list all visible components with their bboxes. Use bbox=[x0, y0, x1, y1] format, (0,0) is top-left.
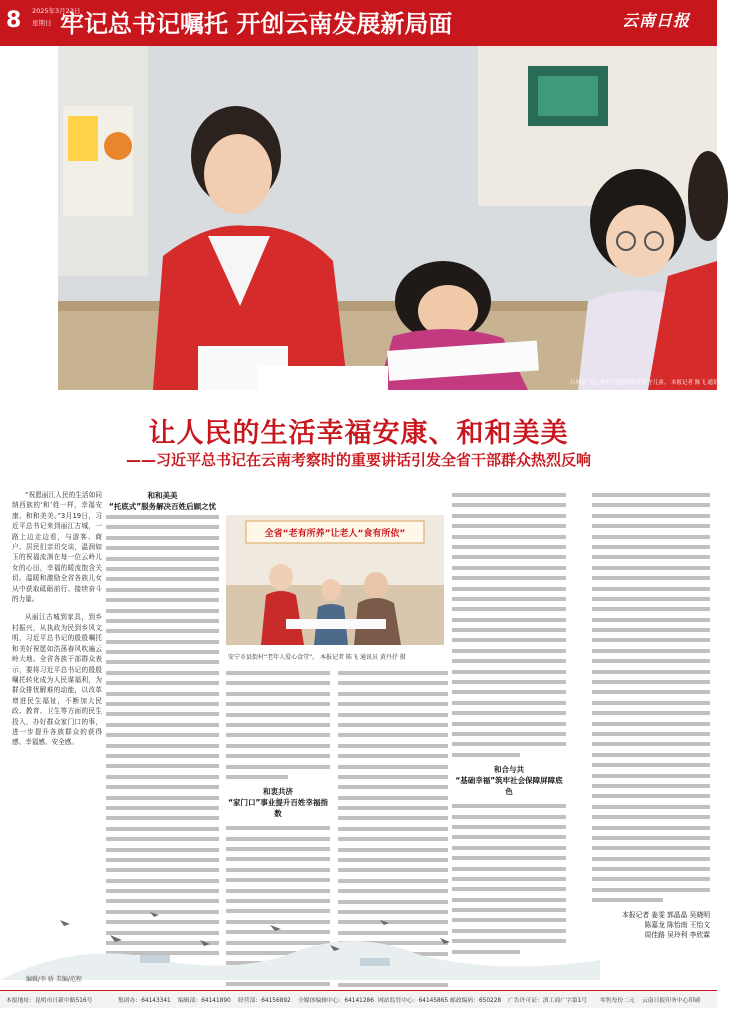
body-text-line bbox=[452, 832, 566, 842]
body-text-line bbox=[226, 834, 330, 844]
body-text-line bbox=[226, 844, 330, 854]
body-text-line bbox=[592, 552, 710, 562]
main-photo bbox=[58, 46, 717, 390]
body-text-line bbox=[226, 741, 330, 751]
body-text-line bbox=[592, 812, 710, 822]
body-text-line bbox=[106, 886, 219, 896]
body-text-line bbox=[106, 813, 219, 823]
body-text-line bbox=[452, 853, 566, 863]
body-text-line bbox=[592, 604, 710, 614]
page-number: 8 bbox=[6, 8, 22, 33]
body-text-line bbox=[452, 656, 566, 666]
body-text-line bbox=[226, 699, 330, 709]
body-text-line bbox=[592, 760, 710, 770]
footer-dept-5: 网站监管中心：64145865 bbox=[378, 998, 449, 1004]
body-text-line bbox=[592, 615, 710, 625]
body-text-line bbox=[106, 782, 219, 792]
body-text-line bbox=[592, 802, 710, 812]
body-text-line bbox=[106, 834, 219, 844]
body-text-line bbox=[226, 865, 330, 875]
body-text-line bbox=[592, 864, 710, 874]
body-text-line bbox=[592, 532, 710, 542]
body-text-line bbox=[106, 876, 219, 886]
article-intro-paragraph-2: 从丽江古城到家具，到乡村振兴，从执政为民到乡风文明，习近平总书记的殷殷嘱托和美好祝愿如浩荡春风吹遍云岭大地。全省各族干部群众表示，要将习近平总书记的殷殷嘱托转化成为人民谋福利，为群众排忧解难的动能，以改革增进民生福祉，不断加大民政、教育、卫生等方面的民生投入，办好群众家门口的事，进一步提升各族群众的获得感、幸福感、安全感。 bbox=[12, 613, 102, 747]
body-text-line bbox=[106, 616, 219, 626]
article-column-5 bbox=[452, 490, 566, 957]
crane-landscape-decoration bbox=[0, 900, 600, 980]
body-text-line bbox=[106, 751, 219, 761]
body-text-line bbox=[106, 855, 219, 865]
body-text-line bbox=[452, 729, 566, 739]
footer-dept-1: 集团办：64143341 bbox=[118, 998, 171, 1004]
page-banner-title: 牢记总书记嘱托 开创云南发展新局面 bbox=[60, 10, 453, 38]
body-text-line bbox=[226, 823, 330, 833]
article-column-1 bbox=[12, 490, 102, 748]
body-text-line bbox=[106, 793, 219, 803]
body-text-line bbox=[452, 687, 566, 697]
body-text-line bbox=[226, 762, 330, 772]
footer-dept-4: 全媒体编辑中心：64141286 bbox=[298, 998, 374, 1004]
body-text-line bbox=[592, 511, 710, 521]
body-text-line bbox=[338, 834, 448, 844]
footer-address: 本报地址：昆明市日新中路516号 bbox=[6, 998, 93, 1004]
body-text-line bbox=[452, 677, 566, 687]
column-3-body bbox=[226, 668, 330, 782]
body-text-line bbox=[106, 772, 219, 782]
body-text-line bbox=[452, 532, 566, 542]
body-text-line bbox=[592, 687, 710, 697]
body-text-line bbox=[592, 542, 710, 552]
body-text-line bbox=[592, 771, 710, 781]
body-text-line bbox=[338, 876, 448, 886]
body-text-line bbox=[592, 729, 710, 739]
body-text-line bbox=[106, 689, 219, 699]
footer-dept-2: 编辑部：64141890 bbox=[178, 998, 231, 1004]
body-text-line bbox=[226, 979, 330, 989]
body-text-line bbox=[226, 751, 330, 761]
main-photo-caption: 石林县“爱心妈妈”志愿者陪伴留守儿童。 本报记者 陈飞 通讯员 张建忙 摄 bbox=[570, 380, 749, 386]
main-photo-illustration bbox=[58, 46, 717, 390]
body-text-line bbox=[452, 843, 566, 853]
body-text-line bbox=[106, 678, 219, 688]
body-text-line bbox=[452, 750, 520, 760]
body-text-line bbox=[226, 875, 330, 885]
body-text-line bbox=[452, 542, 566, 552]
body-text-line bbox=[106, 657, 219, 667]
body-text-line bbox=[338, 855, 448, 865]
body-text-line bbox=[226, 689, 330, 699]
canteen-photo-caption: 安宁市县街村“老年人爱心食堂”。 本报记者 陈飞 通讯员 黄丹抒 摄 bbox=[228, 654, 406, 661]
body-text-line bbox=[226, 710, 330, 720]
body-text-line bbox=[106, 606, 219, 616]
body-text-line bbox=[106, 699, 219, 709]
body-text-line bbox=[338, 762, 448, 772]
body-text-line bbox=[592, 833, 710, 843]
article-subheadline: ——习近平总书记在云南考察时的重要讲话引发全省干部群众热烈反响 bbox=[125, 451, 591, 469]
body-text-line bbox=[452, 801, 566, 811]
body-text-line bbox=[452, 698, 566, 708]
body-text-line bbox=[338, 730, 448, 740]
body-text-line bbox=[106, 554, 219, 564]
body-text-line bbox=[452, 511, 566, 521]
footer-license: 广告许可证：滇工商广字第1号 bbox=[508, 998, 588, 1004]
article-byline bbox=[600, 910, 710, 940]
body-text-line bbox=[338, 824, 448, 834]
body-text-line bbox=[452, 604, 566, 614]
body-text-line bbox=[338, 813, 448, 823]
body-text-line bbox=[106, 709, 219, 719]
column-5-body bbox=[452, 490, 566, 760]
body-text-line bbox=[452, 646, 566, 656]
article-intro-paragraph: “祝愿丽江人民的生活如同纳西族的‘和’姓一样，幸福安康、和和美美。”3月19日，习近平总书记来到丽江古城，一路上边走边看，与游客、商户、居民们亲切交谈，温润如玉的祝福流淌在每一位云岭儿女的心田，幸福的暖流饱含关切。温暖和激励全省各族儿女从中获取砥砺前行、接续奋斗的力量。 bbox=[12, 491, 102, 604]
body-text-line bbox=[226, 886, 330, 896]
issue-weekday: 星期日 bbox=[32, 19, 52, 27]
body-text-line bbox=[226, 720, 330, 730]
body-text-line bbox=[592, 490, 710, 500]
article-headline: 让人民的生活幸福安康、和和美美 bbox=[148, 418, 569, 449]
body-text-line bbox=[452, 667, 566, 677]
body-text-line bbox=[592, 739, 710, 749]
body-text-line bbox=[338, 751, 448, 761]
body-text-line bbox=[338, 699, 448, 709]
body-text-line bbox=[592, 635, 710, 645]
body-text-line bbox=[106, 845, 219, 855]
body-text-line bbox=[452, 864, 566, 874]
body-text-line bbox=[592, 500, 710, 510]
body-text-line bbox=[592, 677, 710, 687]
body-text-line bbox=[106, 668, 219, 678]
body-text-line bbox=[106, 865, 219, 875]
body-text-line bbox=[452, 521, 566, 531]
body-text-line bbox=[592, 594, 710, 604]
issue-date: 2025年3月23日 bbox=[32, 7, 81, 15]
body-text-line bbox=[592, 791, 710, 801]
body-text-line bbox=[106, 522, 219, 532]
section-heading-1: 和和美美 “托底式”服务解决百姓后顾之忧 bbox=[108, 491, 217, 511]
body-text-line bbox=[106, 720, 219, 730]
body-text-line bbox=[592, 584, 710, 594]
body-text-line bbox=[592, 750, 710, 760]
body-text-line bbox=[592, 573, 710, 583]
body-text-line bbox=[592, 885, 710, 895]
body-text-line bbox=[338, 782, 448, 792]
body-text-line bbox=[592, 646, 710, 656]
body-text-line bbox=[338, 668, 448, 678]
body-text-line bbox=[338, 741, 448, 751]
byline-line: 陈嘉龙 陈怡南 王怡文 bbox=[644, 921, 710, 929]
section-heading-2: 和衷共济 “家门口”事业提升百姓幸福指数 bbox=[228, 787, 328, 819]
body-text-line bbox=[106, 533, 219, 543]
column-6-body bbox=[592, 490, 710, 906]
newspaper-logo bbox=[622, 8, 690, 31]
body-text-line bbox=[452, 552, 566, 562]
body-text-line bbox=[106, 637, 219, 647]
body-text-line bbox=[452, 822, 566, 832]
body-text-line bbox=[592, 708, 710, 718]
body-text-line bbox=[106, 543, 219, 553]
article-column-6 bbox=[592, 490, 710, 906]
body-text-line bbox=[226, 854, 330, 864]
body-text-line bbox=[338, 710, 448, 720]
body-text-line bbox=[452, 584, 566, 594]
page-footer bbox=[0, 990, 717, 1008]
body-text-line bbox=[106, 761, 219, 771]
body-text-line bbox=[338, 803, 448, 813]
body-text-line bbox=[338, 845, 448, 855]
article-column-2 bbox=[106, 490, 219, 969]
body-text-line bbox=[452, 594, 566, 604]
footer-dept-3: 经营部：64156892 bbox=[238, 998, 291, 1004]
body-text-line bbox=[106, 647, 219, 657]
body-text-line bbox=[592, 843, 710, 853]
body-text-line bbox=[226, 730, 330, 740]
body-text-line bbox=[592, 895, 663, 905]
body-text-line bbox=[452, 573, 566, 583]
body-text-line bbox=[452, 708, 566, 718]
body-text-line bbox=[106, 512, 219, 522]
body-text-line bbox=[592, 563, 710, 573]
section-heading-3: 和合与共 “基础幸福”筑牢社会保障屏障底色 bbox=[455, 765, 563, 797]
body-text-line bbox=[106, 595, 219, 605]
body-text-line bbox=[452, 812, 566, 822]
body-text-line bbox=[452, 500, 566, 510]
body-text-line bbox=[452, 739, 566, 749]
body-text-line bbox=[452, 635, 566, 645]
body-text-line bbox=[338, 865, 448, 875]
body-text-line bbox=[592, 521, 710, 531]
body-text-line bbox=[226, 678, 330, 688]
byline-line: 周佳路 吴玲利 李欣霖 bbox=[644, 931, 710, 939]
body-text-line bbox=[452, 563, 566, 573]
body-text-line bbox=[452, 874, 566, 884]
elderly-canteen-photo bbox=[226, 515, 444, 645]
body-text-line bbox=[452, 490, 566, 500]
body-text-line bbox=[592, 874, 710, 884]
body-text-line bbox=[452, 615, 566, 625]
body-text-line bbox=[338, 772, 448, 782]
canteen-banner: 全省“老有所养”让老人“食有所依” bbox=[264, 529, 406, 539]
byline-line: 本报记者 姜雯 郭晶晶 吴晓明 bbox=[621, 911, 710, 919]
page-editors: 编辑/李 骄 美编/范程 bbox=[26, 976, 82, 983]
body-text-line bbox=[592, 854, 710, 864]
footer-printer: 云南日报印务中心印刷 bbox=[642, 998, 700, 1004]
body-text-line bbox=[106, 741, 219, 751]
body-text-line bbox=[452, 884, 566, 894]
body-text-line bbox=[338, 793, 448, 803]
body-text-line bbox=[338, 980, 448, 990]
body-text-line bbox=[592, 625, 710, 635]
body-text-line bbox=[452, 625, 566, 635]
body-text-line bbox=[592, 823, 710, 833]
body-text-line bbox=[592, 667, 710, 677]
canteen-photo-illustration bbox=[226, 515, 444, 645]
body-text-line bbox=[338, 689, 448, 699]
body-text-line bbox=[338, 720, 448, 730]
body-text-line bbox=[592, 656, 710, 666]
body-text-line bbox=[226, 772, 288, 782]
body-text-line bbox=[106, 803, 219, 813]
footer-price: 零售每份二元 bbox=[600, 998, 635, 1004]
body-text-line bbox=[338, 886, 448, 896]
body-text-line bbox=[592, 698, 710, 708]
footer-postcode: 邮政编码：650228 bbox=[450, 998, 502, 1004]
body-text-line bbox=[106, 574, 219, 584]
body-text-line bbox=[106, 564, 219, 574]
body-text-line bbox=[106, 585, 219, 595]
body-text-line bbox=[592, 719, 710, 729]
body-text-line bbox=[452, 719, 566, 729]
body-text-line bbox=[338, 678, 448, 688]
body-text-line bbox=[106, 626, 219, 636]
logo-text: 云南日报 bbox=[622, 11, 691, 30]
body-text-line bbox=[106, 730, 219, 740]
body-text-line bbox=[106, 824, 219, 834]
body-text-line bbox=[226, 668, 330, 678]
body-text-line bbox=[592, 781, 710, 791]
